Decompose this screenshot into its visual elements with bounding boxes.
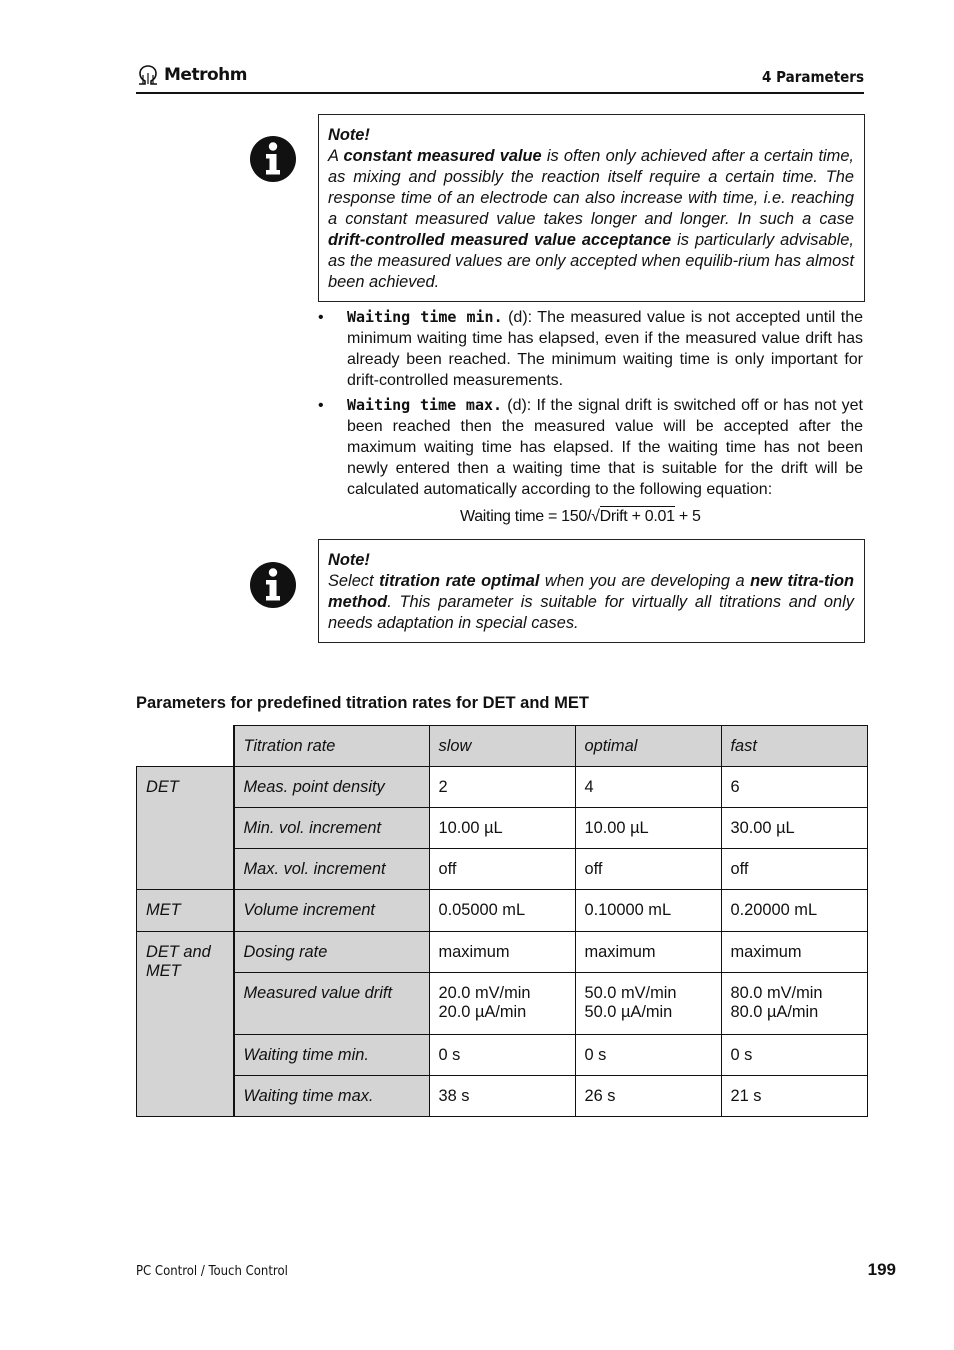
- note-text-segment: when you are developing a: [539, 572, 751, 590]
- table-cell: 0 s: [721, 1035, 867, 1076]
- table-cell: off: [721, 849, 867, 890]
- table-cell: 38 s: [429, 1076, 575, 1117]
- table-cell: 0.05000 mL: [429, 890, 575, 932]
- note-text-segment: . This parameter is suitable for virtually all titrations and only needs adaptation in special cases.: [328, 593, 854, 632]
- parameter-description: (d): The measured value is not accepted until the minimum waiting time has elapsed, even if the measured value drift has already been reached. The minimum waiting time is only important for drift-controlled measurements.: [347, 309, 863, 389]
- equation-radicand: Drift + 0.01: [599, 508, 675, 525]
- table-cell: off: [575, 849, 721, 890]
- note-emphasis: new titra-tion method: [328, 572, 854, 611]
- waiting-time-equation: [460, 508, 701, 526]
- table-cell: [575, 973, 721, 1035]
- table-param-cell: Meas. point density: [234, 767, 430, 808]
- table-cell: 10.00 µL: [429, 808, 575, 849]
- table-row: [137, 767, 868, 808]
- note-text-segment: is particularly advisable, as the measured values are only accepted when equilib-rium has almost been achieved.: [328, 231, 854, 291]
- table-param-cell: Volume increment: [234, 890, 430, 932]
- table-cell: 0 s: [575, 1035, 721, 1076]
- titration-rate-table: [136, 725, 868, 1117]
- table-cell: 30.00 µL: [721, 808, 867, 849]
- table-cell-line: 80.0 mV/min: [730, 984, 823, 1002]
- note-box: [318, 539, 865, 643]
- equation-tail: + 5: [674, 508, 701, 525]
- brand-name: Metrohm: [164, 65, 247, 85]
- table-cell: 6: [721, 767, 867, 808]
- sqrt-icon: √: [591, 508, 600, 525]
- table-param-cell: Max. vol. increment: [234, 849, 430, 890]
- table-param-cell: Dosing rate: [234, 932, 430, 973]
- table-cell-line: 20.0 µA/min: [438, 1003, 527, 1021]
- table-row: [137, 849, 868, 890]
- table-param-cell: Measured value drift: [234, 973, 430, 1035]
- list-item: [318, 395, 863, 500]
- table-param-cell: Min. vol. increment: [234, 808, 430, 849]
- list-item-text: [347, 395, 863, 500]
- omega-icon: [136, 64, 160, 86]
- table-param-cell: Waiting time max.: [234, 1076, 430, 1117]
- table-cell: maximum: [429, 932, 575, 973]
- note-text-segment: A: [328, 147, 344, 165]
- table-group-cell: DET: [137, 767, 234, 890]
- info-icon: [249, 135, 297, 183]
- table-cell-line: 50.0 mV/min: [584, 984, 677, 1002]
- note-text-segment: Select: [328, 572, 380, 590]
- table-header-cell: slow: [429, 726, 575, 767]
- note-emphasis: drift-controlled measured value acceptance: [328, 231, 672, 249]
- table-row: [137, 890, 868, 932]
- info-icon: [249, 561, 297, 609]
- table-cell: 0 s: [429, 1035, 575, 1076]
- table-group-cell: MET: [137, 890, 234, 932]
- table-cell: maximum: [721, 932, 867, 973]
- table-cell-line: 50.0 µA/min: [584, 1003, 673, 1021]
- table-cell-line: 20.0 mV/min: [438, 984, 531, 1002]
- table-cell: 2: [429, 767, 575, 808]
- equation-lhs: Waiting time = 150/: [460, 508, 592, 525]
- note-title: Note!: [328, 551, 370, 569]
- table-header-cell: Titration rate: [234, 726, 430, 767]
- page-header: [136, 62, 864, 94]
- parameter-name: Waiting time min.: [347, 308, 503, 326]
- table-header-cell: fast: [721, 726, 867, 767]
- list-item-text: [347, 307, 863, 391]
- table-cell-line: 80.0 µA/min: [730, 1003, 819, 1021]
- table-group-cell: DET and MET: [137, 932, 234, 1117]
- table-cell: 0.10000 mL: [575, 890, 721, 932]
- chapter-title: 4 Parameters: [762, 68, 864, 86]
- table-cell: [429, 973, 575, 1035]
- footer-product-name: PC Control / Touch Control: [136, 1264, 288, 1279]
- table-cell: 4: [575, 767, 721, 808]
- note-box: [318, 114, 865, 302]
- list-item: [318, 307, 863, 391]
- table-param-cell: Waiting time min.: [234, 1035, 430, 1076]
- table-row: [137, 808, 868, 849]
- table-row: [137, 1076, 868, 1117]
- brand-logo: [136, 64, 247, 86]
- table-header-cell: optimal: [575, 726, 721, 767]
- bullet-icon: •: [318, 309, 324, 326]
- table-cell: off: [429, 849, 575, 890]
- table-cell: 10.00 µL: [575, 808, 721, 849]
- table-cell: 26 s: [575, 1076, 721, 1117]
- table-corner-cell: [137, 726, 234, 767]
- parameter-description: (d): If the signal drift is switched off or has not yet been reached then the measured value will be accepted after the maximum waiting time has elapsed. If the waiting time has not been newly entered then a waiting time that is suitable for the drift will be calculated automatically according to the following equation:: [347, 397, 863, 498]
- note-title: Note!: [328, 126, 370, 144]
- note-text: [328, 571, 854, 634]
- table-row: [137, 973, 868, 1035]
- table-row: [137, 1035, 868, 1076]
- bullet-icon: •: [318, 397, 324, 414]
- note-text-segment: is often only achieved after a certain time, as mixing and possibly the reaction itself require a certain time. The response time of an electrode can also increase with time, i.e. reaching a constant measured value takes longer and longer. In such a case: [328, 147, 854, 228]
- table-cell: maximum: [575, 932, 721, 973]
- parameter-name: Waiting time max.: [347, 396, 503, 414]
- table-header-row: [137, 726, 868, 767]
- table-cell: [721, 973, 867, 1035]
- note-text: [328, 146, 854, 293]
- note-emphasis: titration rate optimal: [379, 572, 540, 590]
- table-row: [137, 932, 868, 973]
- page-number: 199: [867, 1260, 896, 1279]
- table-cell: 0.20000 mL: [721, 890, 867, 932]
- section-heading: Parameters for predefined titration rates for DET and MET: [136, 694, 589, 712]
- note-emphasis: constant measured value: [343, 147, 542, 165]
- table-cell: 21 s: [721, 1076, 867, 1117]
